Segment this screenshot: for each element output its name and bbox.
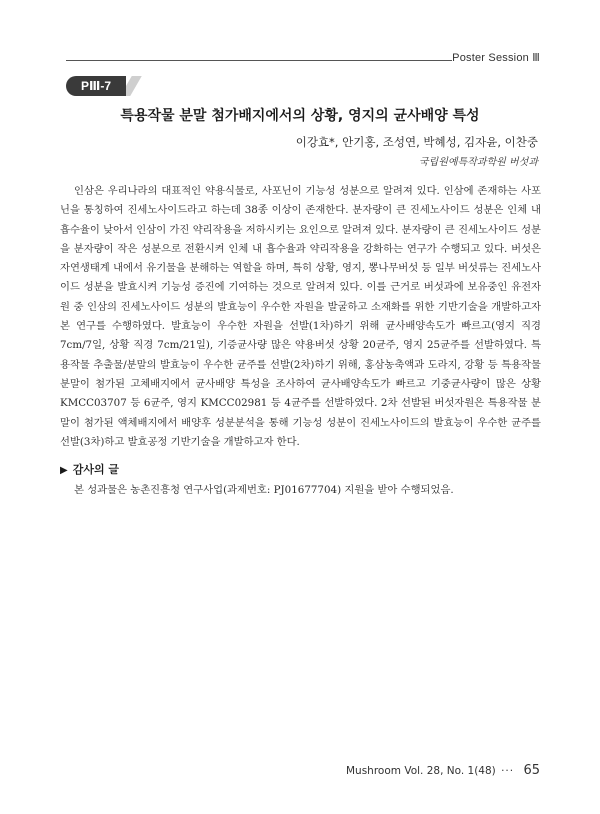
affiliation: 국립원예특작과학원 버섯과 — [418, 157, 538, 168]
session-label: Poster Session Ⅲ — [452, 52, 540, 64]
acknowledgement-text: 본 성과물은 농촌진흥청 연구사업(과제번호: PJ01677704) 지원을 받아 수행되었음. — [74, 484, 454, 496]
page-footer — [346, 763, 540, 778]
poster-code-tag — [66, 76, 148, 96]
triangle-bullet-icon: ▶ — [60, 465, 68, 476]
journal-citation: Mushroom Vol. 28, No. 1(48) — [345, 765, 496, 777]
poster-code: PⅢ-7 — [66, 76, 126, 96]
authors: 이강효*, 안기홍, 조성연, 박혜성, 김자윤, 이찬중 — [295, 135, 538, 149]
header-rule — [66, 60, 452, 61]
abstract-body: 인삼은 우리나라의 대표적인 약용식물로, 사포닌이 기능성 성분으로 알려져 있다. 인삼에 존재하는 사포닌을 통칭하여 진세노사이드라고 하는데 38종 이상이 존재한다. 분자량이 큰 진세노사이드 성분은 인체 내 흡수율이 낮아서 인삼이 가진 약리작용을 저하시키는 요인으로 알려져 있다. 분자량이 큰 진세노사이드 성분을 분자량이 작은 성분으로 전환시켜 인체 내 흡수율과 약리작용을 강화하는 연구가 수행되고 있다. 버섯은 자연생태계 내에서 유기물을 분해하는 역할을 하며, 특히 상황, 영지, 뽕나무버섯 등 일부 버섯류는 진세노사이드 성분을 발효시켜 기능성 증진에 기여하는 것으로 알려져 있다. 이를 근거로 버섯과에 보유중인 유전자원 중 인삼의 진세노사이드 성분의 발효능이 우수한 자원을 발굴하고 소재화를 위한 기반기술을 개발하고자 본 연구를 수행하였다. 발효능이 우수한 자원을 선발(1차)하기 위해 균사배양속도가 빠르고(영지 직경 7cm/7일, 상황 직경 7cm/21일), 기증균사량 많은 약용버섯 상황 20균주, 영지 25균주를 선발하였다. 특용작물 추출물/분말의 발효능이 우수한 균주를 선발(2차)하기 위해, 홍삼농축액과 도라지, 강황 등 특용작물 분말이 첨가된 고체배지에서 균사배양 특성을 조사하여 균사배양속도가 빠르고 기중균사량이 많은 상황 KMCC03707 등 6균주, 영지 KMCC02981 등 4균주를 선발하였다. 2차 선발된 버섯자원은 특용작물 분말이 첨가된 액체배지에서 배양후 성분분석을 통해 기능성 성분이 진세노사이드의 발효능이 우수한 균주를 선발(3차)하고 발효공정 기반기술을 개발하고자 한다. — [60, 185, 541, 448]
article-title: 특용작물 분말 첨가배지에서의 상황, 영지의 균사배양 특성 — [120, 108, 480, 124]
acknowledgement-heading-text: 감사의 글 — [72, 463, 120, 476]
page-number: 65 — [523, 763, 540, 778]
footer-separator: ··· — [501, 765, 515, 777]
acknowledgement-heading — [60, 461, 119, 477]
